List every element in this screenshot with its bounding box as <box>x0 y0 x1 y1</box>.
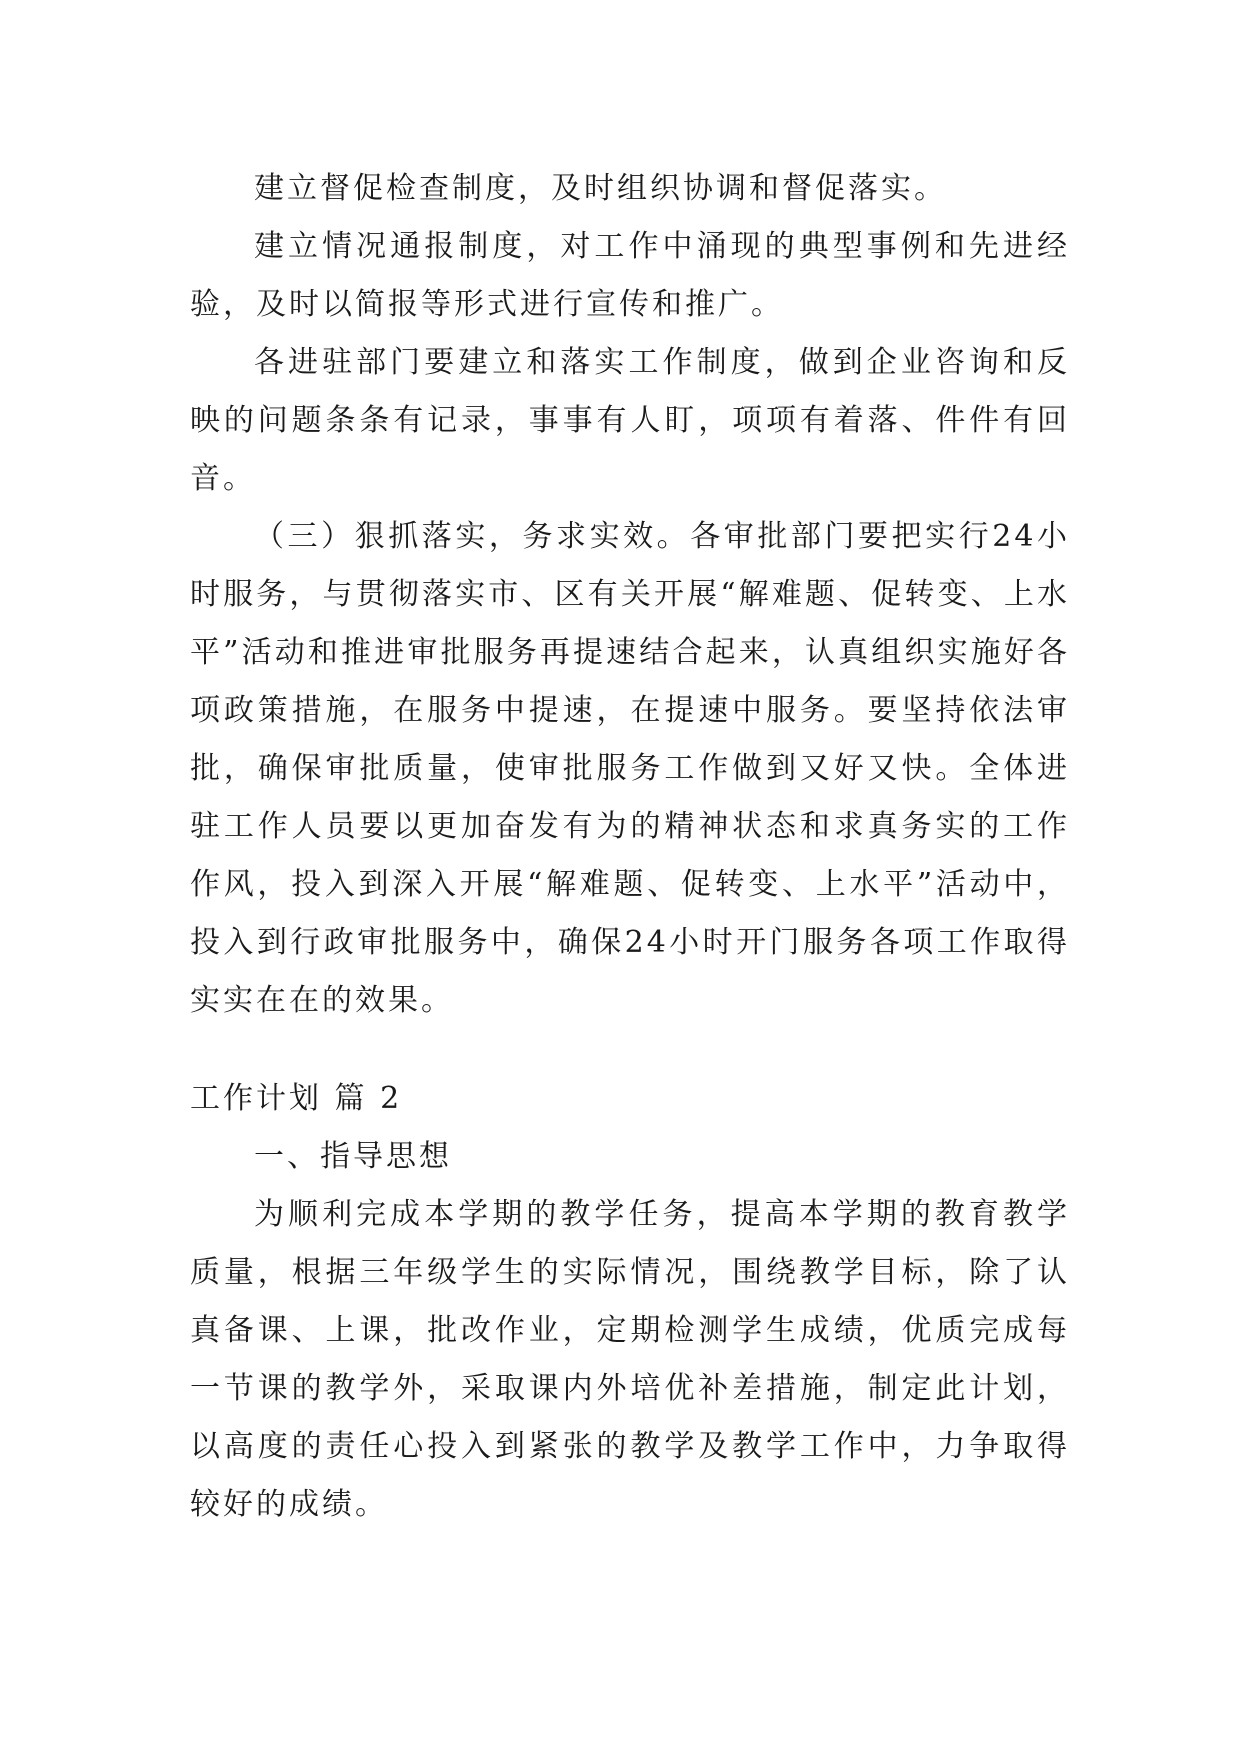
sub-heading: 一、指导思想 <box>254 1139 452 1174</box>
paragraph-notification: 建立情况通报制度，对工作中涌现的典型事例和先进经验，及时以简报等形式进行宣传和推广。 <box>190 229 1070 322</box>
paragraph-supervision: 建立督促检查制度，及时组织协调和督促落实。 <box>254 171 947 206</box>
paragraph-departments: 各进驻部门要建立和落实工作制度，做到企业咨询和反映的问题条条有记录，事事有人盯，项项有着落、件件有回音。 <box>190 345 1070 496</box>
document-body <box>190 160 1070 1534</box>
paragraph-guiding-thought: 为顺利完成本学期的教学任务，提高本学期的教育教学质量，根据三年级学生的实际情况，围绕教学目标，除了认真备课、上课，批改作业，定期检测学生成绩，优质完成每一节课的教学外，采取课内外培优补差措施，制定此计划，以高度的责任心投入到紧张的教学及教学工作中，力争取得较好的成绩。 <box>190 1197 1070 1522</box>
paragraph-implementation: （三）狠抓落实，务求实效。各审批部门要把实行24小时服务，与贯彻落实市、区有关开展“解难题、促转变、上水平”活动和推进审批服务再提速结合起来，认真组织实施好各项政策措施，在服务中提速，在提速中服务。要坚持依法审批，确保审批质量，使审批服务工作做到又好又快。全体进驻工作人员要以更加奋发有为的精神状态和求真务实的工作作风，投入到深入开展“解难题、促转变、上水平”活动中，投入到行政审批服务中，确保24小时开门服务各项工作取得实实在在的效果。 <box>190 519 1070 1018</box>
section-title: 工作计划 篇 2 <box>190 1081 403 1116</box>
section-gap <box>190 1030 1070 1070</box>
